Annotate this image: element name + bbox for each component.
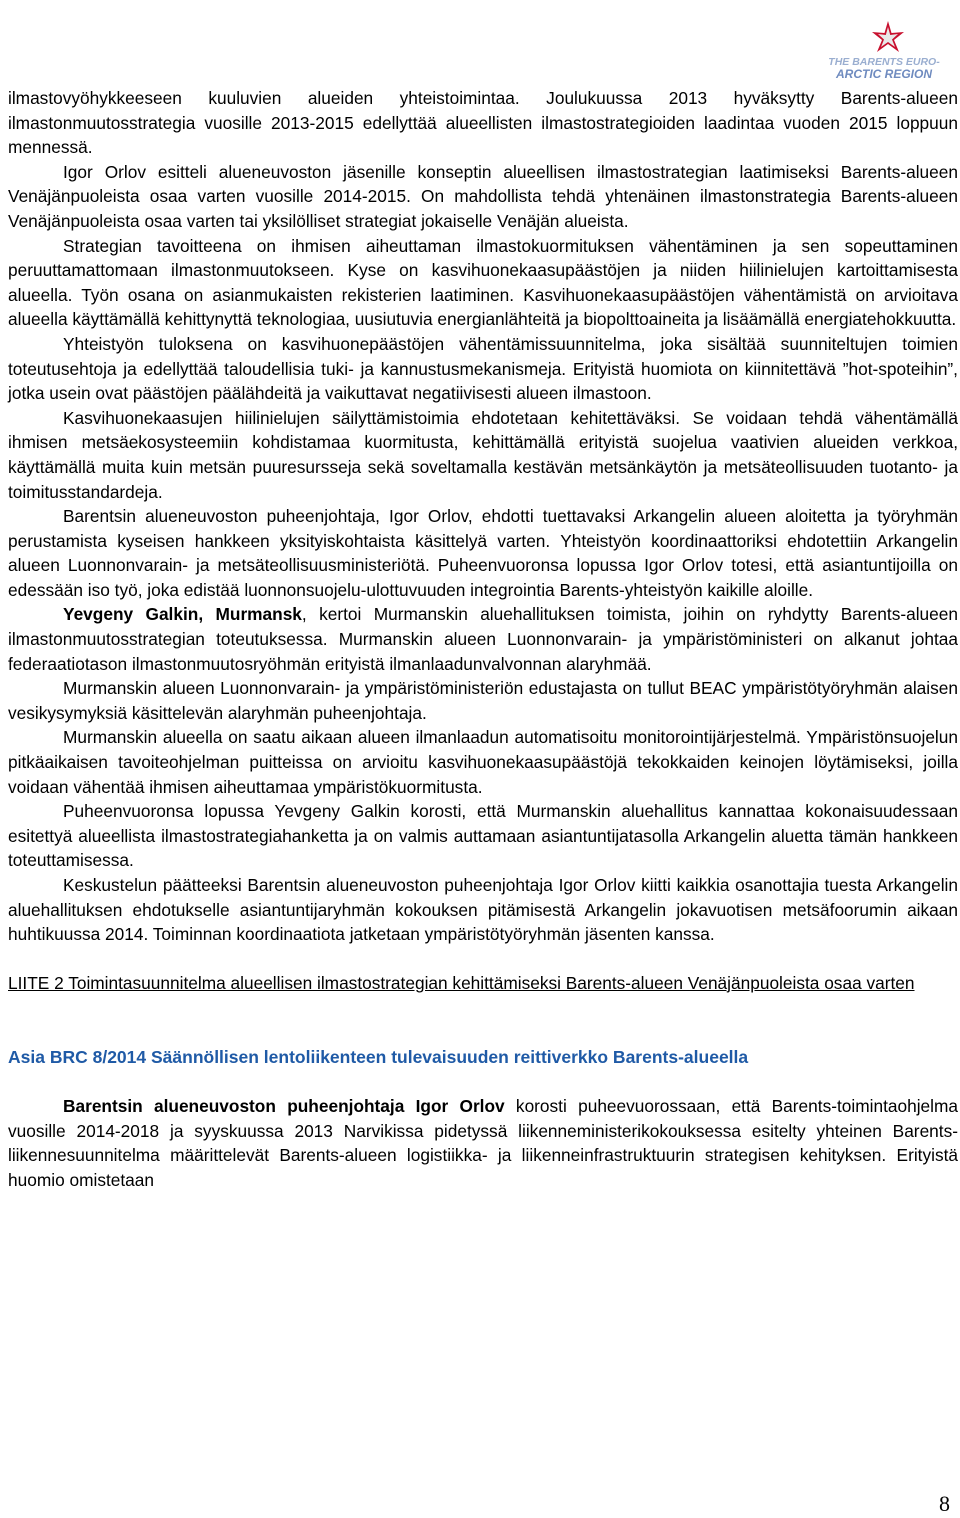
appendix-reference: LIITE 2 Toimintasuunnitelma alueellisen ilmastostrategian kehittämiseksi Barents-alueen Venäjänpuoleista osaa varten [8, 972, 915, 993]
paragraph: Barentsin alueneuvoston puheenjohtaja, Igor Orlov, ehdotti tuettavaksi Arkangelin alueen aloitetta ja työryhmän perustamista kyseisen hankkeen yksityiskohtaista käsittelyä varten. Yhteistyön koordinaattoriksi ehdotettiin Arkangelin alueen Luonnonvarain- ja metsäteollisuusministeriötä. Puheenvuoronsa lopussa Igor Orlov totesi, että asiantuntijoilla on edessään iso työ, joka edistää luonnonsuojelu-ulottuvuuden integrointia Barents-yhteistyön kaikille aloille. [8, 506, 958, 600]
page-number: 8 [939, 1491, 950, 1516]
paragraph: Yhteistyön tuloksena on kasvihuonepäästöjen vähentämissuunnitelma, joka sisältää suunniteltujen toimien toteutusehtoja ja edellyttää taloudellisia tuki- ja kannustusmekanismeja. Erityistä huomiota on kiinnitettävä ”hot-spoteihin”, jotka usein ovat päästöjen päälähdeitä ja vaikuttavat negatiivisesti alueen ilmastoon. [8, 333, 958, 404]
document-body [8, 86, 958, 1192]
speaker-name: Barentsin alueneuvoston puheenjohtaja Igor Orlov [63, 1095, 505, 1116]
paragraph [8, 1094, 958, 1192]
section-heading: Asia BRC 8/2014 Säännöllisen lentoliikenteen tulevaisuuden reittiverkko Barents-alueella [8, 1047, 749, 1068]
paragraph: Murmanskin alueella on saatu aikaan alueen ilmanlaadun automatisoitu monitorointijärjestelmä. Ympäristönsuojelun pitkäaikaisen tavoiteohjelman puitteissa on arvioitu kasvihuonekaasupäästöjä tekokkaiden keinojen löytämiseksi, joilla voidaan vähentää ihmisen aiheuttamaa ympäristökuormitusta. [8, 727, 958, 797]
paragraph: ilmastovyöhykkeeseen kuuluvien alueiden yhteistoimintaa. Joulukuussa 2013 hyväksytty Barents-alueen ilmastonmuutosstrategia vuosille 2013-2015 edellyttää alueellisten ilmastostrategioiden laadintaa vuoden 2015 loppuun mennessä. [8, 88, 958, 158]
paragraph: Puheenvuoronsa lopussa Yevgeny Galkin korosti, että Murmanskin aluehallitus kannattaa kokonaisuudessaan esitettyä alueellista ilmastostrategiahanketta ja on valmis auttamaan asiantuntijatasolla Arkangelin aluetta tämän hankkeen toteuttamisessa. [8, 801, 958, 871]
paragraph [8, 602, 958, 676]
paragraph-text: , kertoi Murmanskin aluehallituksen toimista, joihin on ryhdytty Barents-alueen ilmastonmuutosstrategian toteutuksessa. Murmanskin alueen Luonnonvarain- ja ympäristöministeri on alkanut johtaa federaatiotason ilmastonmuutosryöhmän erityistä ilmanlaadunvalvonnan alaryhmää. [8, 604, 958, 674]
logo-line-1: THE BARENTS EURO- [828, 56, 940, 68]
logo-line-2: ARCTIC REGION [836, 67, 932, 81]
paragraph: Kasvihuonekaasujen hiilinielujen säilyttämistoimia ehdotetaan kehitettäväksi. Se voidaan tehdä vähentämällä ihmisen metsäekosysteemiin kohdistamaa kuormitusta, kehittämällä erityistä suojelua vaativien alueiden verkkoa, käyttämällä muita kuin metsän puuresursseja sekä soveltamalla kestävän metsänkäytön ja metsäteollisuuden tuotanto- ja toimitusstandardeja. [8, 407, 958, 502]
barents-logo [822, 18, 946, 84]
paragraph: Keskustelun päätteeksi Barentsin alueneuvoston puheenjohtaja Igor Orlov kiitti kaikkia osanottajia tuesta Arkangelin aluehallituksen ehdotukselle asiantuntijaryhmän kokouksen pitämisestä Arkangelin jokavuotisen metsäfoorumin aikaan huhtikuussa 2014. Toiminnan koordinaatiota jatketaan ympäristötyöryhmän jäsenten kanssa. [8, 875, 958, 945]
speaker-name: Yevgeny Galkin, Murmansk [63, 604, 302, 625]
paragraph: Igor Orlov esitteli alueneuvoston jäsenille konseptin alueellisen ilmastostrategian laatimiseksi Barents-alueen Venäjänpuoleista osaa varten vuosille 2014-2015. On mahdollista tehdä yhtenäinen ilmastonstrategia Barents-alueen Venäjänpuoleista osaa varten tai yksilölliset strategiat jokaiselle Venäjän alueista. [8, 161, 958, 231]
paragraph: Strategian tavoitteena on ihmisen aiheuttaman ilmastokuormituksen vähentäminen ja sen sopeuttaminen peruuttamattomaan ilmastonmuutokseen. Kyse on kasvihuonekaasupäästöjen ja niiden hiilinielujen kartoittamisesta alueella. Työn osana on asianmukaisten rekisterien laatiminen. Kasvihuonekaasupäästöjen vähentämistä on arvioitava alueella käyttämällä kehittynyttä teknologiaa, uusiutuvia energianlähteitä ja biopolttoaineita ja lisäämällä energiatehokkuutta. [8, 235, 958, 330]
paragraph: Murmanskin alueen Luonnonvarain- ja ympäristöministeriön edustajasta on tullut BEAC ympäristötyöryhmän alaisen vesikysymyksiä käsittelevän alaryhmän puheenjohtaja. [8, 678, 958, 723]
paragraph-text: korosti puheevuorossaan, että Barents-toimintaohjelma vuosille 2014-2018 ja syyskuussa 2013 Narvikissa pidetyssä liikenneministerikokouksessa esitelty yhteinen Barents-liikennesuunnitelma määrittelevät Barents-alueen logistiikka- ja liikenneinfrastruktuurin strategisen kehityksen. Erityistä huomio omistetaan [8, 1095, 958, 1190]
